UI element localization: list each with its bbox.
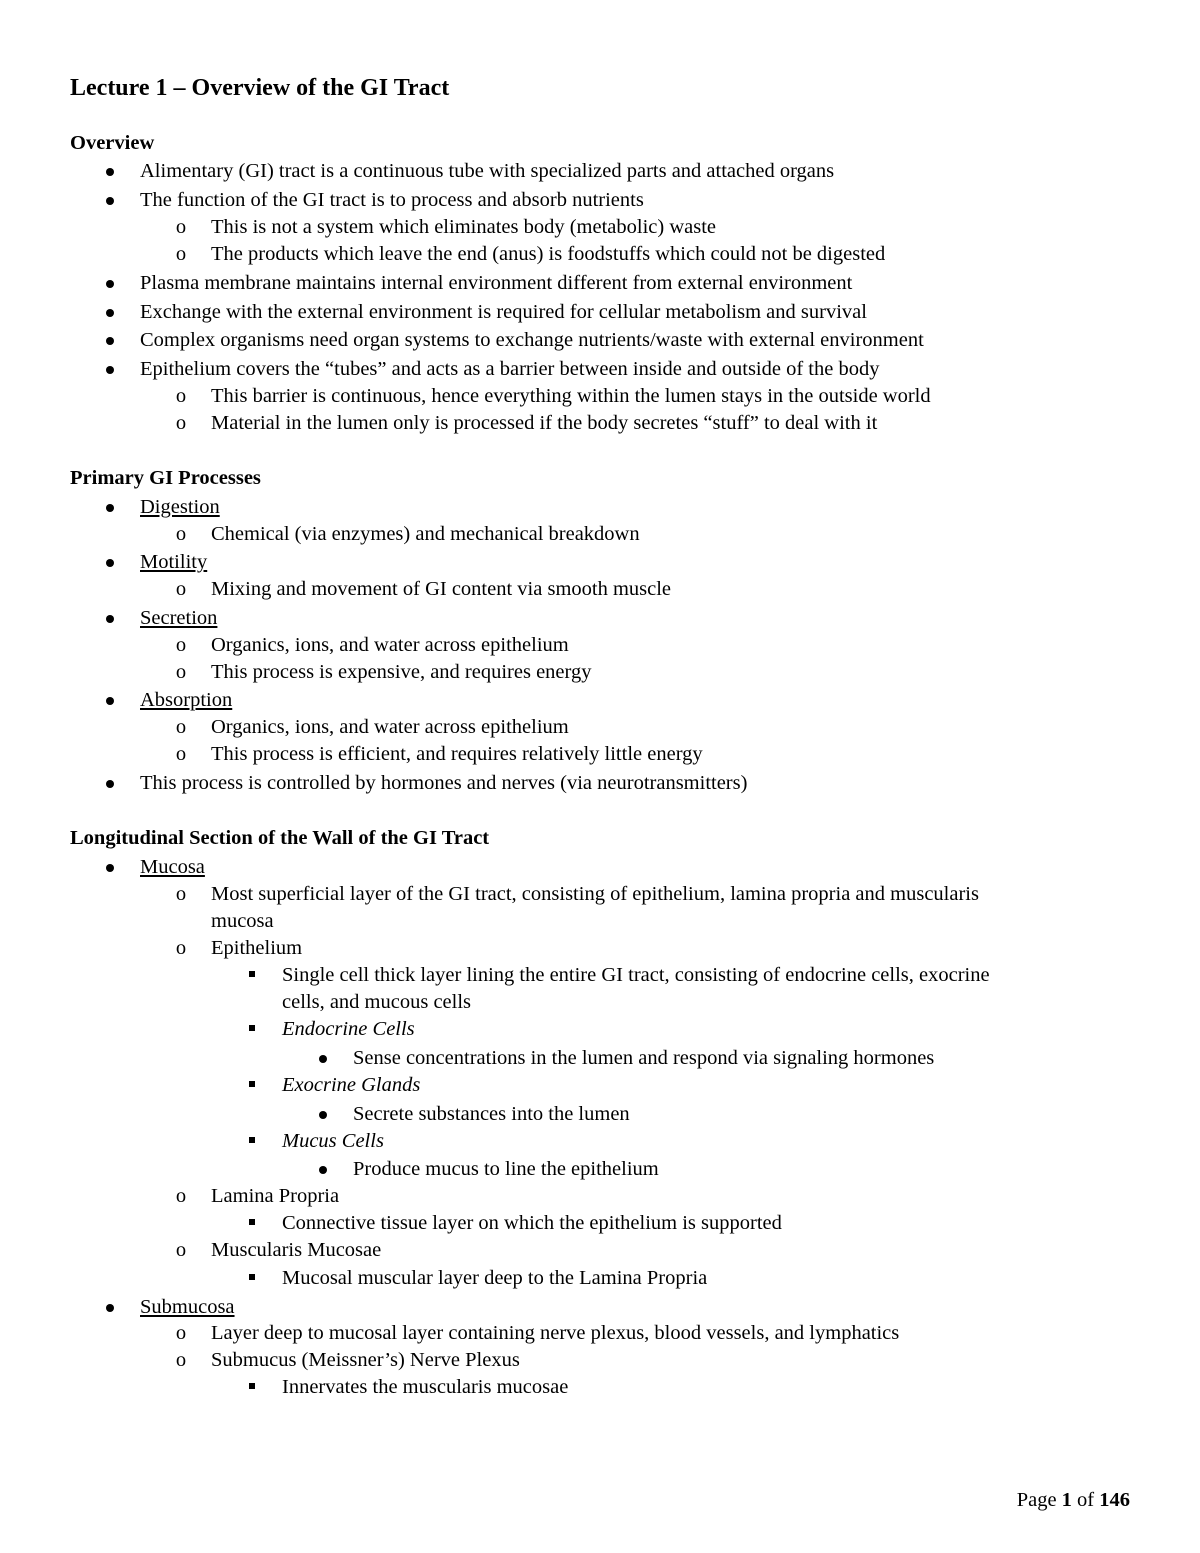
list-item: Epithelium covers the “tubes” and acts as a barrier between inside and outside of the body — [140, 356, 879, 383]
circle-bullet-icon: o — [175, 578, 187, 600]
circle-bullet-icon: o — [175, 523, 187, 545]
list-item: Exchange with the external environment is required for cellular metabolism and survival — [140, 299, 867, 326]
circle-bullet-icon: o — [175, 661, 187, 683]
circle-bullet-icon: o — [175, 1185, 187, 1207]
list-item: Complex organisms need organ systems to exchange nutrients/waste with external environment — [140, 327, 924, 354]
list-item: o Submucus (Meissner’s) Nerve Plexus — [211, 1347, 520, 1374]
list-item: o This process is efficient, and requires relatively little energy — [211, 741, 703, 768]
list-item: Plasma membrane maintains internal environment different from external environment — [140, 270, 852, 297]
bullet-icon — [104, 187, 116, 214]
square-bullet-icon — [246, 1210, 258, 1237]
bullet-icon — [317, 1156, 329, 1183]
circle-bullet-icon: o — [175, 1349, 187, 1371]
list-item: Alimentary (GI) tract is a continuous tube with specialized parts and attached organs — [140, 158, 834, 185]
list-item: o Chemical (via enzymes) and mechanical breakdown — [211, 521, 640, 548]
square-bullet-icon — [246, 1128, 258, 1155]
list-item: This process is controlled by hormones and nerves (via neurotransmitters) — [140, 770, 747, 797]
list-item: Secrete substances into the lumen — [353, 1101, 630, 1128]
bullet-icon — [317, 1045, 329, 1072]
list-item: Sense concentrations in the lumen and respond via signaling hormones — [353, 1045, 934, 1072]
bullet-icon — [104, 687, 116, 714]
list-item: Mucosal muscular layer deep to the Lamina Propria — [282, 1265, 707, 1292]
circle-bullet-icon: o — [175, 243, 187, 265]
list-item: o Muscularis Mucosae — [211, 1237, 381, 1264]
bullet-icon — [104, 549, 116, 576]
list-item-continuation: mucosa — [211, 910, 274, 932]
bullet-icon — [104, 1294, 116, 1321]
circle-bullet-icon: o — [175, 1239, 187, 1261]
circle-bullet-icon: o — [175, 716, 187, 738]
list-item: The function of the GI tract is to process and absorb nutrients — [140, 187, 644, 214]
bullet-icon — [104, 299, 116, 326]
list-item: o The products which leave the end (anus) is foodstuffs which could not be digested — [211, 241, 885, 268]
bullet-icon — [317, 1101, 329, 1128]
square-bullet-icon — [246, 1072, 258, 1099]
list-item: o This barrier is continuous, hence everything within the lumen stays in the outside world — [211, 383, 931, 410]
bullet-icon — [104, 494, 116, 521]
list-item: o This is not a system which eliminates body (metabolic) waste — [211, 214, 716, 241]
circle-bullet-icon: o — [175, 634, 187, 656]
circle-bullet-icon: o — [175, 1322, 187, 1344]
list-item: Exocrine Glands — [282, 1072, 420, 1099]
page-number: Page 1 of 146 — [1016, 1489, 1130, 1511]
list-item: Submucosa — [140, 1294, 235, 1321]
bullet-icon — [104, 158, 116, 185]
list-item: o Epithelium — [211, 935, 302, 962]
list-item: Secretion — [140, 605, 217, 632]
bullet-icon — [104, 770, 116, 797]
square-bullet-icon — [246, 962, 258, 989]
list-item: o Organics, ions, and water across epithelium — [211, 714, 569, 741]
section-heading-processes: Primary GI Processes — [70, 467, 261, 489]
list-item: o Material in the lumen only is processed if the body secretes “stuff” to deal with it — [211, 410, 877, 437]
circle-bullet-icon: o — [175, 883, 187, 905]
list-item: Digestion — [140, 494, 220, 521]
list-item: Single cell thick layer lining the entire GI tract, consisting of endocrine cells, exocrine — [282, 962, 990, 989]
list-item: Connective tissue layer on which the epithelium is supported — [282, 1210, 782, 1237]
square-bullet-icon — [246, 1374, 258, 1401]
bullet-icon — [104, 270, 116, 297]
section-heading-wall: Longitudinal Section of the Wall of the GI Tract — [70, 827, 490, 849]
circle-bullet-icon: o — [175, 412, 187, 434]
bullet-icon — [104, 854, 116, 881]
list-item: Mucosa — [140, 854, 205, 881]
bullet-icon — [104, 327, 116, 354]
list-item: Motility — [140, 549, 207, 576]
list-item: o Organics, ions, and water across epithelium — [211, 632, 569, 659]
circle-bullet-icon: o — [175, 937, 187, 959]
square-bullet-icon — [246, 1016, 258, 1043]
list-item: o This process is expensive, and requires energy — [211, 659, 591, 686]
list-item: Absorption — [140, 687, 232, 714]
circle-bullet-icon: o — [175, 385, 187, 407]
list-item: Mucus Cells — [282, 1128, 384, 1155]
list-item: o Lamina Propria — [211, 1183, 339, 1210]
list-item: o Layer deep to mucosal layer containing nerve plexus, blood vessels, and lymphatics — [211, 1320, 899, 1347]
page-title: Lecture 1 – Overview of the GI Tract — [70, 75, 450, 101]
square-bullet-icon — [246, 1265, 258, 1292]
list-item: Produce mucus to line the epithelium — [353, 1156, 659, 1183]
bullet-icon — [104, 605, 116, 632]
list-item: Endocrine Cells — [282, 1016, 415, 1043]
list-item-continuation: cells, and mucous cells — [282, 991, 472, 1013]
list-item: o Mixing and movement of GI content via smooth muscle — [211, 576, 671, 603]
circle-bullet-icon: o — [175, 216, 187, 238]
section-heading-overview: Overview — [70, 132, 155, 154]
list-item: o Most superficial layer of the GI tract, consisting of epithelium, lamina propria and muscularis — [211, 881, 979, 908]
circle-bullet-icon: o — [175, 743, 187, 765]
bullet-icon — [104, 356, 116, 383]
list-item: Innervates the muscularis mucosae — [282, 1374, 568, 1401]
